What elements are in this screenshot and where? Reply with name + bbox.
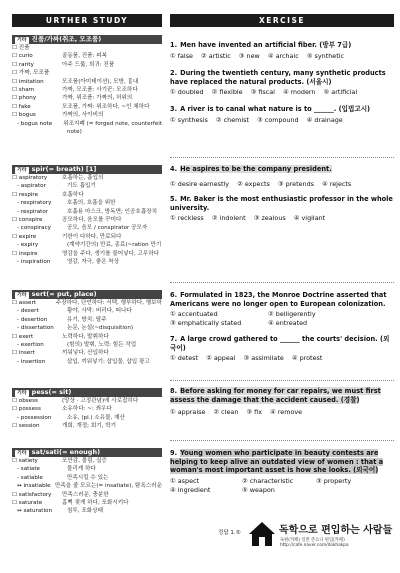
- word: ☐ possess: [12, 406, 41, 413]
- option[interactable]: ② chemist: [215, 115, 249, 124]
- word-row: [12, 78, 162, 86]
- question-body: A river is to canal what nature is to ______. (입법고시): [180, 105, 371, 113]
- word: - desert: [17, 308, 39, 315]
- word: ☐ exert: [12, 333, 34, 340]
- question-number: 8.: [170, 387, 178, 395]
- question-8: [170, 387, 394, 417]
- word: - satiable: [17, 474, 43, 481]
- section-divider: [170, 440, 394, 441]
- word-row: [12, 182, 162, 190]
- word: - conspiracy: [17, 225, 51, 232]
- word-row: [12, 482, 162, 490]
- option[interactable]: ② flexible: [211, 88, 243, 97]
- answer-key: 정답 1.⑤: [218, 530, 241, 536]
- option[interactable]: ② artistic: [201, 51, 231, 60]
- word-row: [12, 52, 162, 60]
- meaning: 끼워넣다, 산입하다: [62, 350, 109, 357]
- question-9: [170, 449, 394, 495]
- option[interactable]: ① appraise: [170, 408, 206, 417]
- word-row: [12, 299, 162, 307]
- word: ☐ curio: [12, 53, 33, 60]
- option[interactable]: ③ new: [238, 51, 260, 60]
- vocab-group: [12, 448, 162, 516]
- meaning: 만족시킬 수 있는: [67, 474, 109, 481]
- word: - bogus note: [17, 120, 53, 127]
- word-row: [12, 216, 162, 224]
- option[interactable]: ① accentuated: [170, 310, 218, 319]
- question-text: [170, 41, 394, 50]
- option[interactable]: ③ fiscal: [250, 88, 275, 97]
- word: ☐ saturate: [12, 500, 43, 507]
- meaning: 소유, (pl.) 소유물, 재산: [67, 414, 125, 421]
- word-row: [12, 414, 162, 422]
- word: ☐ insert: [12, 350, 35, 357]
- option[interactable]: ① detest: [170, 354, 199, 363]
- option-list: [170, 354, 394, 363]
- option[interactable]: ② characteristic: [242, 476, 294, 485]
- group-title: 진품/가짜(취조, 모조품): [31, 35, 102, 43]
- question-7: [170, 335, 394, 363]
- word: ☐ bogus: [12, 112, 36, 119]
- word-row: [12, 422, 162, 430]
- question-number: 5.: [170, 195, 178, 203]
- word: ☐ respire: [12, 191, 39, 198]
- meaning: (계약기간의) 만료, 종료(~ration 만기: [67, 242, 162, 249]
- word-row: [12, 307, 162, 315]
- question-body: Before asking for money for car repairs, we must first assess the damage that the accident caused. (경찰): [170, 387, 381, 404]
- option[interactable]: ② expects: [237, 179, 270, 188]
- group-tag: 기타: [17, 167, 27, 173]
- meaning: 공모, 음모 / conspirator 공모자: [67, 225, 148, 232]
- meaning: 가짜의, 사이비의: [62, 112, 104, 119]
- word: [12, 128, 67, 136]
- word-row: [12, 491, 162, 499]
- word: ☐ session: [12, 423, 40, 430]
- option-list: [170, 52, 394, 61]
- vocab-group: [12, 290, 162, 366]
- meaning: 황야, 사막: 버리다, 떠나다: [67, 308, 132, 315]
- group-rows: [12, 44, 162, 136]
- word-row: [12, 258, 162, 266]
- group-tag: 기타: [17, 292, 27, 298]
- word-row: [12, 199, 162, 207]
- group-title: sert(= put, place): [31, 290, 97, 298]
- word: ☐ aspiratory: [12, 175, 48, 181]
- meaning: (망상 · 고정관념)에 사로잡히다: [62, 398, 139, 404]
- question-number: 7.: [170, 335, 178, 343]
- meaning: 주장하다, 단언하다: 서택, 행부하다, 행보하: [55, 300, 162, 306]
- question-text: [170, 387, 394, 404]
- meaning: 가짜, 위조품: 가짜의, 허위의: [62, 95, 133, 102]
- group-tag: 기타: [17, 390, 27, 396]
- word-row: [12, 324, 162, 332]
- question-body: During the twentieth century, many synthetic products have replaced the natural products. (서울시): [170, 69, 386, 86]
- word-row: [12, 349, 162, 357]
- meaning: [62, 69, 162, 77]
- word-row: [12, 507, 162, 515]
- question-body: Mr. Baker is the most enthusiastic professor in the whole university.: [170, 195, 393, 212]
- option[interactable]: ① doubled: [170, 88, 204, 97]
- word: ☐ 가짜, 모조품: [12, 70, 50, 77]
- question-number: 9.: [170, 449, 178, 457]
- word: - possession: [17, 414, 52, 421]
- word: ☐ conspire: [12, 217, 43, 224]
- option[interactable]: ③ assimilate: [243, 354, 284, 363]
- word-row: [12, 69, 162, 77]
- word-row: [12, 208, 162, 216]
- meaning: 기한이 다하다, 만료되다: [62, 233, 122, 240]
- question-text: [170, 165, 394, 174]
- word-row: [12, 86, 162, 94]
- option[interactable]: ② indolent: [211, 214, 246, 223]
- option[interactable]: ⑤ artificial: [323, 88, 358, 97]
- question-body: He aspires to be the company president.: [180, 165, 332, 173]
- meaning: 모조품, 가짜: 위조하다, ~인 체하다: [62, 103, 150, 110]
- group-title-bar: [12, 165, 162, 174]
- option[interactable]: ④ modern: [283, 88, 316, 97]
- word: - inspiration: [17, 259, 51, 266]
- word-row: [12, 111, 162, 119]
- brand-url[interactable]: http://cafe.naver.com/dokhakpa: [280, 543, 349, 548]
- question-text: [170, 291, 394, 308]
- option-list: [170, 88, 394, 97]
- option[interactable]: ④ vigilant: [293, 214, 326, 223]
- meaning: 유기, 방치: 탈주: [67, 316, 107, 323]
- question-5: [170, 195, 394, 223]
- question-number: 3.: [170, 105, 178, 113]
- meaning: 논문, 논설(~disquisition): [67, 325, 134, 332]
- option[interactable]: ① aspect: [170, 476, 200, 485]
- group-title: spir(= breath) [1]: [31, 165, 97, 173]
- word-row: [12, 224, 162, 232]
- section-divider: [170, 380, 394, 381]
- option[interactable]: ③ zealous: [253, 214, 286, 223]
- option[interactable]: ③ pretends: [277, 179, 314, 188]
- word-row: [12, 474, 162, 482]
- word: - respirator: [17, 208, 49, 215]
- brand-subtitle: 독편(카페) 일반 존으니 편입(카페): [280, 538, 345, 543]
- word: ☐ assert: [12, 300, 36, 306]
- option-list: [170, 408, 394, 417]
- word: - satiate: [17, 466, 40, 473]
- word: ↔ insatiable: [17, 483, 51, 490]
- group-title-bar: [12, 290, 162, 299]
- question-6: [170, 291, 394, 328]
- meaning: 삽입, 끼워넣기: 삽입물, 삽입 광고: [67, 358, 150, 365]
- option[interactable]: ④ remove: [270, 408, 303, 417]
- meaning: 호흡용 마스크, 방독면; 인공호흡장치: [67, 208, 158, 215]
- section-divider: [170, 282, 394, 283]
- meaning: (힘의) 발휘, 노력: 힘든 작업: [67, 342, 137, 349]
- option-list: [170, 214, 394, 223]
- word-row: [12, 191, 162, 199]
- meaning: 만족스러운, 충분한: [62, 491, 109, 498]
- word: ☐ fake: [12, 103, 31, 110]
- question-text: [170, 69, 394, 86]
- word-row: [12, 241, 162, 249]
- word: - expiry: [17, 242, 39, 249]
- question-number: 2.: [170, 69, 178, 77]
- option[interactable]: ① false: [170, 51, 193, 60]
- option[interactable]: ④ drainage: [306, 115, 343, 124]
- question-3: [170, 105, 394, 125]
- question-body: A large crowd gathered to ______ the courts' decision. (외국어): [170, 335, 390, 352]
- option[interactable]: ① synthesis: [170, 115, 208, 124]
- word-row: [12, 128, 162, 136]
- meaning: 호흡의, 호흡을 위한: [67, 200, 116, 207]
- word-row: [12, 233, 162, 241]
- question-body: Formulated in 1823, the Monroe Doctrine asserted that Americans were no longer open to European colonization.: [170, 291, 387, 308]
- vocab-group: [12, 388, 162, 431]
- option[interactable]: ③ property: [316, 476, 352, 485]
- word-row: [12, 174, 162, 182]
- option[interactable]: ⑤ weapon: [242, 485, 275, 494]
- group-title: pess(= sit): [31, 388, 72, 396]
- meaning: 개회, 개정; 회기, 학기: [62, 423, 117, 430]
- meaning: 흠뻑 젖게 하다, 포화시키다: [62, 500, 129, 507]
- question-text: [170, 105, 394, 114]
- option-list: [170, 180, 394, 189]
- word-row: [12, 316, 162, 324]
- word: ☐ sham: [12, 87, 35, 94]
- option[interactable]: ② appeal: [206, 354, 236, 363]
- meaning: 가짜, 모조품: 사기꾼: 모조하다: [62, 87, 138, 94]
- question-body: Young women who participate in beauty contests are helping to keep alive an outdated view of women : that a woman's most important asset is how she looks. (외국어): [170, 449, 384, 475]
- vocab-group: [12, 35, 162, 136]
- word-row: [12, 94, 162, 102]
- word-row: [12, 120, 162, 128]
- meaning: 호흡하다: [62, 191, 84, 198]
- meaning: 영감, 자극, 좋은 착상: [67, 259, 120, 266]
- word: - dissertation: [17, 325, 54, 332]
- option[interactable]: ③ emphatically stated: [170, 319, 242, 328]
- vocab-group: [12, 165, 162, 266]
- meaning: 침투, 포화상태: [67, 508, 103, 515]
- option-list: [170, 310, 394, 328]
- meaning: 노력하다, 발휘하다: [62, 333, 109, 340]
- word: ☐ 진품: [12, 45, 30, 51]
- word: ☐ inspire: [12, 250, 38, 257]
- word: ☐ satisfactory: [12, 491, 52, 498]
- further-study-header: URTHER STUDY: [12, 14, 162, 27]
- word-row: [12, 61, 162, 69]
- meaning: [62, 44, 162, 52]
- question-text: [170, 195, 394, 212]
- group-title: sat/sati(= enough): [31, 448, 101, 456]
- meaning: 위조지폐 (= forged note, counterfeit: [63, 120, 162, 127]
- house-logo-icon: [247, 520, 277, 548]
- word: - aspirator: [17, 183, 46, 190]
- question-number: 6.: [170, 291, 178, 299]
- option[interactable]: ④ ingredient: [170, 485, 211, 494]
- word: - desertion: [17, 316, 48, 323]
- question-number: 4.: [170, 165, 178, 173]
- meaning: 아주 드묾, 희귀: 진품: [62, 61, 115, 68]
- word: ☐ expire: [12, 233, 37, 240]
- word-row: [12, 405, 162, 413]
- group-title-bar: [12, 388, 162, 397]
- meaning: 포만감, 물림, 실증: [62, 458, 107, 464]
- word: - exertion: [17, 342, 44, 349]
- meaning: 공모하다, 음모를 꾸미다: [62, 217, 122, 224]
- word-row: [12, 341, 162, 349]
- word: ☐ obsess: [12, 398, 38, 404]
- group-tag: 기타: [17, 450, 27, 456]
- option[interactable]: ① reckless: [170, 214, 204, 223]
- option[interactable]: ⑤ synthetic: [306, 51, 345, 60]
- word: ☐ rarity: [12, 61, 34, 68]
- word-row: [12, 465, 162, 473]
- meaning: note): [67, 129, 82, 136]
- option[interactable]: ① desire earnestly: [170, 179, 230, 188]
- option[interactable]: ② clean: [213, 408, 239, 417]
- meaning: 모조품(아미테이션), 모방, 흉내: [62, 78, 139, 85]
- brand-name: 독학으로 편입하는 사람들: [279, 525, 393, 536]
- word: ☐ phony: [12, 95, 37, 102]
- meaning: 만족을 줄 모르는(= insatiate), 탐욕스러운: [54, 483, 162, 490]
- word-row: [12, 457, 162, 465]
- word-row: [12, 333, 162, 341]
- exercise-header: XERCISE: [170, 14, 394, 27]
- option[interactable]: ④ rejects: [322, 179, 352, 188]
- word: - insertion: [17, 358, 46, 365]
- meaning: 기도 흡입기: [67, 183, 96, 190]
- question-text: [170, 449, 394, 475]
- word-row: [12, 499, 162, 507]
- option-list: [170, 116, 394, 125]
- question-1: [170, 41, 394, 61]
- question-text: [170, 335, 394, 352]
- question-body: Men have invented an artificial fiber. (방부 7급): [180, 41, 352, 49]
- option-list: [170, 477, 394, 495]
- word-row: [12, 44, 162, 52]
- option[interactable]: ④ protest: [291, 354, 323, 363]
- option[interactable]: ③ compound: [257, 115, 299, 124]
- option[interactable]: ② belligerently: [268, 310, 316, 319]
- word: ☐ satiety: [12, 458, 38, 464]
- group-tag: 기타: [17, 37, 27, 43]
- section-divider: [170, 157, 394, 158]
- word: ↔ saturation: [17, 508, 52, 515]
- word-row: [12, 397, 162, 405]
- meaning: 호흡하는, 흡입의: [62, 175, 104, 181]
- meaning: 골동품, 진품: 피복: [62, 53, 108, 60]
- question-4: [170, 165, 394, 189]
- word-row: [12, 103, 162, 111]
- question-2: [170, 69, 394, 97]
- group-title-bar: [12, 448, 162, 457]
- meaning: 물리게 하다: [67, 466, 96, 473]
- meaning: 소유하다: ~: 씌우다: [62, 406, 112, 413]
- word: - respiratory: [17, 200, 52, 207]
- word-row: [12, 250, 162, 258]
- group-title-bar: [12, 35, 162, 44]
- word: ☐ imitation: [12, 78, 44, 85]
- word-row: [12, 358, 162, 366]
- meaning: 영감을 주다, 생기를 불어넣다, 고무하다: [62, 250, 160, 257]
- option[interactable]: ④ archaic: [267, 51, 299, 60]
- option[interactable]: ③ fix: [246, 408, 262, 417]
- option[interactable]: ④ entreated: [268, 319, 308, 328]
- question-number: 1.: [170, 41, 178, 49]
